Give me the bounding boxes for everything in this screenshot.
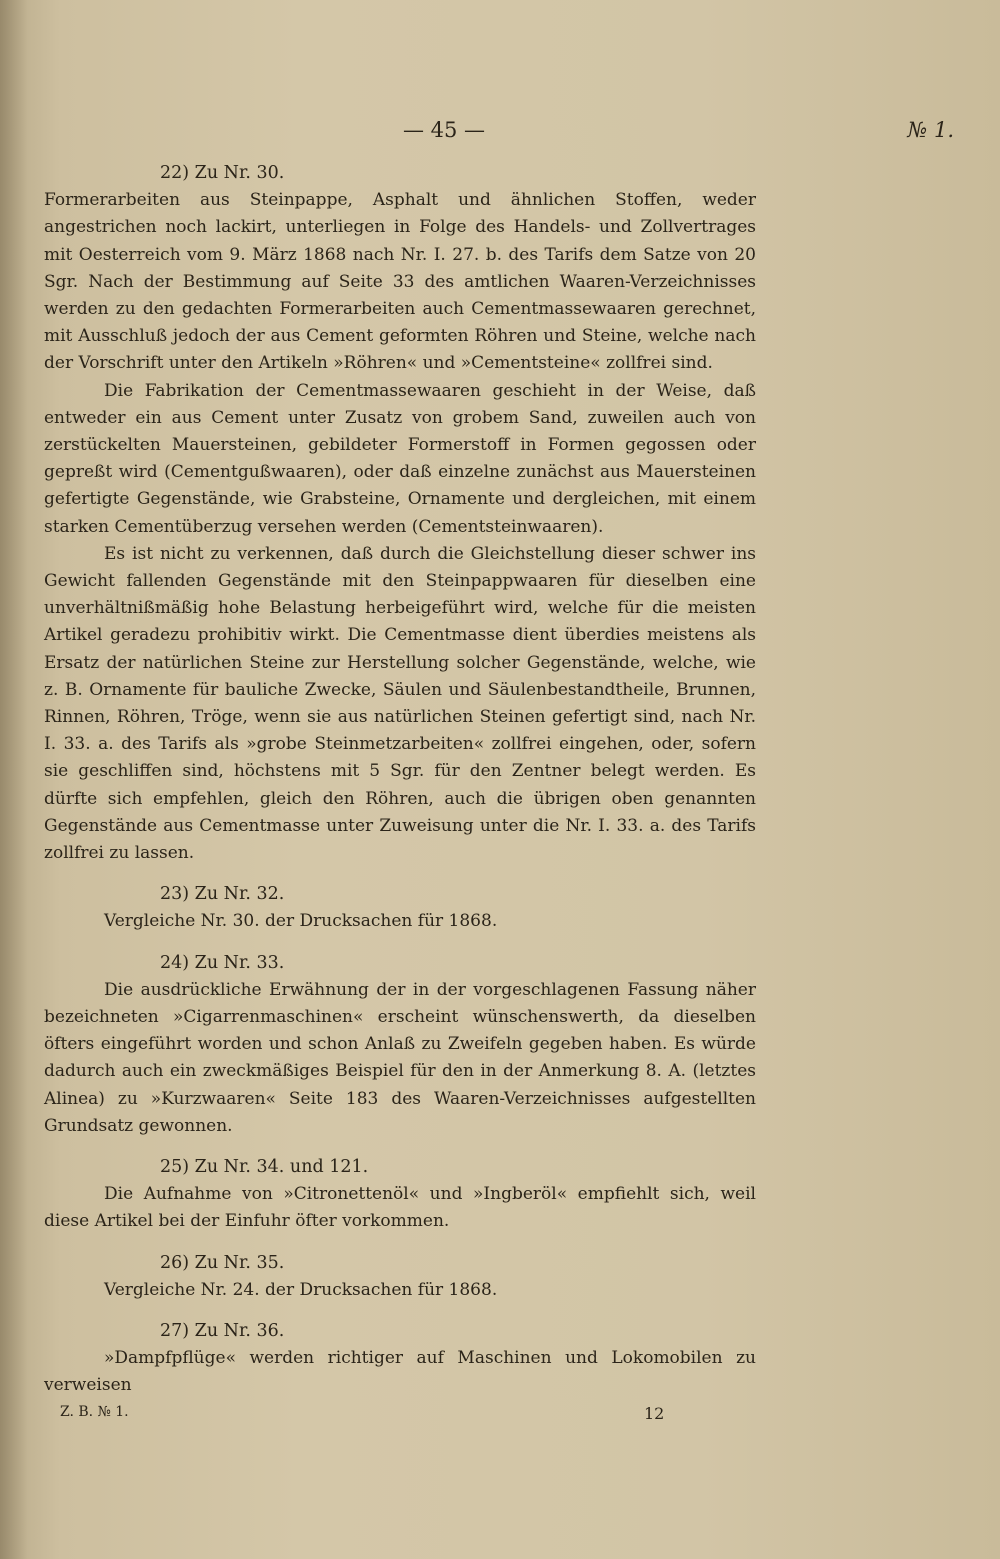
section-heading: 26) Zu Nr. 35. — [160, 1252, 285, 1273]
section-heading: 23) Zu Nr. 32. — [160, 884, 285, 905]
paragraph: Es ist nicht zu verkennen, daß durch die Gleichstellung dieser schwer ins Gewicht fallenden Gegenstände mit den Steinpappwaaren für dieselben eine unverhältnißmäßig hohe Belastung herbeigeführt wird, welche für die meisten Artikel geradezu prohibitiv wirkt. Die Cementmasse dient überdies meistens als Ersatz der natürlichen Steine zur Herstellung solcher Gegenstände, welche, wie z. B. Ornamente für bauliche Zwecke, Säulen und Säulenbestandtheile, Brunnen, Rinnen, Röhren, Tröge, wenn sie aus natürlichen Steinen gefertigt sind, nach Nr. I. 33. a. des Tarifs als »grobe Steinmetzarbeiten« zollfrei eingehen, oder, sofern sie geschliffen sind, höchstens mit 5 Sgr. für den Zentner belegt werden. Es dürfte sich empfehlen, gleich den Röhren, auch die übrigen oben genannten Gegenstände aus Cementmasse unter Zuweisung unter die Nr. I. 33. a. des Tarifs zollfrei zu lassen. — [44, 543, 756, 864]
paragraph: Vergleiche Nr. 24. der Drucksachen für 1868. — [104, 1279, 498, 1300]
paragraph: Die Fabrikation der Cementmassewaaren geschieht in der Weise, daß entweder ein aus Cement unter Zusatz von grobem Sand, zuweilen auch von zerstückelten Mauersteinen, gebildeter Formerstoff in Formen gegossen oder gepreßt wird (Cementgußwaaren), oder daß einzelne zunächst aus Mauersteinen gefertigte Gegenstände, wie Grabsteine, Ornamente und dergleichen, mit einem starken Cementüberzug versehen werden (Cementsteinwaaren). — [44, 380, 756, 537]
paragraph: »Dampfpflüge« werden richtiger auf Maschinen und Lokomobilen zu verweisen — [44, 1348, 756, 1396]
section-heading: 24) Zu Nr. 33. — [160, 952, 285, 973]
section-heading: 25) Zu Nr. 34. und 121. — [160, 1157, 369, 1178]
section-heading: 22) Zu Nr. 30. — [160, 163, 285, 183]
section-heading: 27) Zu Nr. 36. — [160, 1321, 285, 1342]
paragraph: Die Aufnahme von »Citronettenöl« und »Ingberöl« empfiehlt sich, weil diese Artikel bei der Einfuhr öfter vorkommen. — [44, 1184, 756, 1232]
paragraph: Die ausdrückliche Erwähnung der in der vorgeschlagenen Fassung näher bezeichneten »Cigarrenmaschinen« erscheint wünschenswerth, da dieselben öfters eingeführt worden und schon Anlaß zu Zweifeln gegeben haben. Es würde dadurch auch ein zweckmäßiges Beispiel für den in der Anmerkung 8. A. (letztes Alinea) zu »Kurzwaaren« Seite 183 des Waaren-Verzeichnisses aufgestellten Grundsatz gewonnen. — [44, 979, 756, 1136]
sheet-number: 12 — [644, 1404, 665, 1423]
paragraph: Formerarbeiten aus Steinpappe, Asphalt und ähnlichen Stoffen, weder angestrichen noch lackirt, unterliegen in Folge des Handels- und Zollvertrages mit Oesterreich vom 9. März 1868 nach Nr. I. 27. b. des Tarifs dem Satze von 20 Sgr. Nach der Bestimmung auf Seite 33 des amtlichen Waaren-Verzeichnisses werden zu den gedachten Formerarbeiten auch Cementmassewaaren gerechnet, mit Ausschluß jedoch der aus Cement geformten Röhren und Steine, welche nach der Vorschrift unter den Artikeln »Röhren« und »Cementsteine« zollfrei sind. — [44, 190, 756, 374]
signature-mark: Z. B. № 1. — [60, 1404, 129, 1420]
binding-shadow — [0, 0, 28, 1559]
page-footer — [60, 1404, 680, 1430]
paragraph: Vergleiche Nr. 30. der Drucksachen für 1868. — [104, 911, 498, 932]
page-header — [44, 118, 960, 148]
body-text — [44, 160, 756, 1400]
page-number: — 45 — — [402, 118, 486, 142]
document-number: № 1. — [907, 118, 954, 142]
